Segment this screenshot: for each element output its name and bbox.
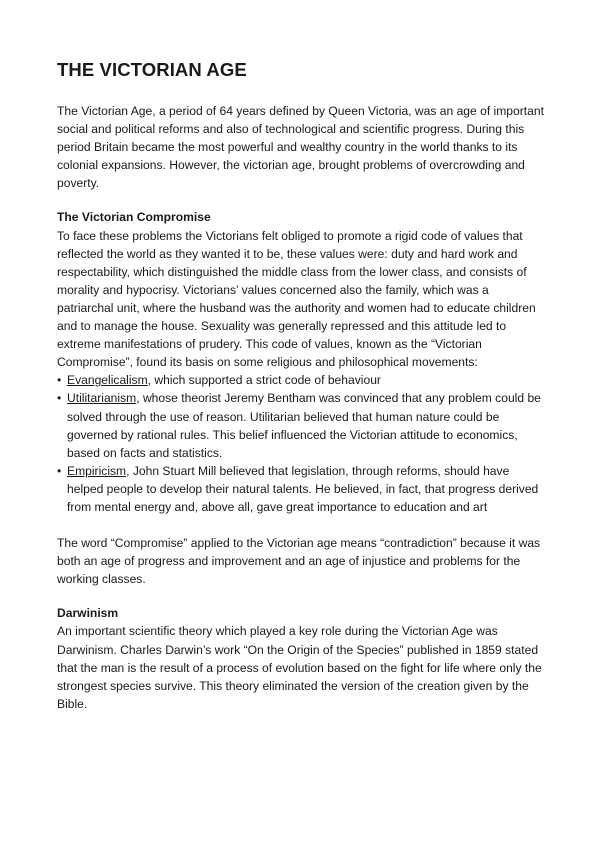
- compromise-closing-paragraph: The word “Compromise” applied to the Victorian age means “contradiction” because it was both an age of progress and improvement and an age of injustice and problems for the working classes.: [57, 536, 541, 587]
- list-item-evangelicalism: [57, 371, 547, 389]
- list-item-text: , whose theorist Jeremy Bentham was convinced that any problem could be solved through the use of reason. Utilitarian believed that human nature could be governed by rational rules. This belief influenced the Victorian attitude to economics, based on facts and statistics.: [67, 391, 541, 460]
- list-item-empiricism: [57, 462, 547, 516]
- list-item-text: , which supported a strict code of behaviour: [147, 373, 381, 388]
- section-heading-darwinism: Darwinism: [57, 606, 119, 621]
- intro-paragraph: The Victorian Age, a period of 64 years defined by Queen Victoria, was an age of important social and political reforms and also of technological and scientific progress. During this period Britain became the most powerful and wealthy country in the world thanks to its colonial expansions. However, the victorian age, brought problems of overcrowding and poverty.: [57, 104, 544, 191]
- term-evangelicalism: Evangelicalism: [67, 373, 148, 388]
- darwinism-paragraph: An important scientific theory which played a key role during the Victorian Age was Darwinism. Charles Darwin’s work “On the Origin of the Species” published in 1859 stated that the man is the result of a process of evolution based on the fight for life where only the strongest species survive. This theory eliminated the version of the creation given by the Bible.: [57, 624, 542, 711]
- term-empiricism: Empiricism: [67, 463, 127, 478]
- compromise-paragraph: To face these problems the Victorians felt obliged to promote a rigid code of values that reflected the world as they wanted it to be, these values were: duty and hard work and respectability, which distinguished the middle class from the lower class, and consists of morality and hypocrisy. Victorians’ values concerned also the family, which was a patriarchal unit, where the husband was the authority and women had to educate children and to manage the house. Sexuality was generally repressed and this attitude led to extreme manifestations of prudery. This code of values, known as the “Victorian Compromise”, found its basis on some religious and philosophical movements:: [57, 228, 536, 370]
- section-heading-compromise: The Victorian Compromise: [57, 210, 211, 225]
- document-page: [57, 58, 547, 713]
- bullet-marker: •: [57, 373, 62, 388]
- page-title: THE VICTORIAN AGE: [57, 59, 247, 80]
- term-utilitarianism: Utilitarianism: [67, 391, 137, 406]
- list-item-utilitarianism: [57, 389, 547, 461]
- list-item-text: , John Stuart Mill believed that legislation, through reforms, should have helped people to develop their natural talents. He believed, in fact, that progress derived from mental energy and, above all, gave great importance to education and art: [67, 463, 539, 514]
- movements-list: [57, 371, 547, 516]
- bullet-marker: •: [57, 391, 62, 406]
- bullet-marker: •: [57, 463, 62, 478]
